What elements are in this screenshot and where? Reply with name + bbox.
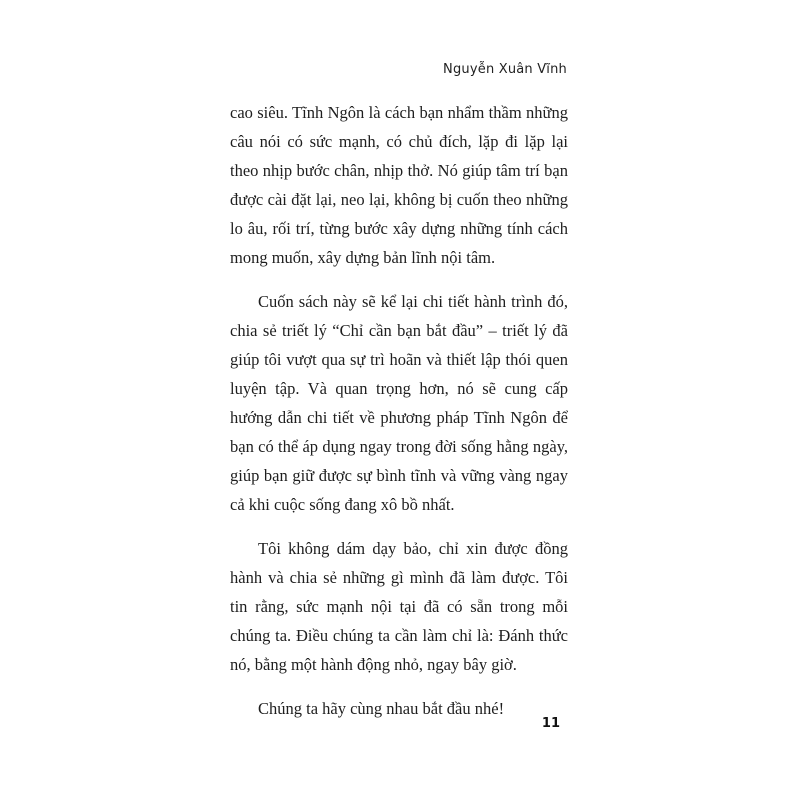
body-text <box>230 98 568 738</box>
paragraph-2: Cuốn sách này sẽ kể lại chi tiết hành trình đó, chia sẻ triết lý “Chỉ cần bạn bắt đầu” – triết lý đã giúp tôi vượt qua sự trì hoãn và thiết lập thói quen luyện tập. Và quan trọng hơn, nó sẽ cung cấp hướng dẫn chi tiết về phương pháp Tĩnh Ngôn để bạn có thể áp dụng ngay trong đời sống hằng ngày, giúp bạn giữ được sự bình tĩnh và vững vàng ngay cả khi cuộc sống đang xô bồ nhất. <box>230 292 568 514</box>
paragraph-3: Tôi không dám dạy bảo, chỉ xin được đồng hành và chia sẻ những gì mình đã làm được. Tôi tin rằng, sức mạnh nội tại đã có sẵn trong mỗi chúng ta. Điều chúng ta cần làm chỉ là: Đánh thức nó, bằng một hành động nhỏ, ngay bây giờ. <box>230 539 568 674</box>
running-header-author: Nguyễn Xuân Vĩnh <box>443 62 567 77</box>
paragraph-1: cao siêu. Tĩnh Ngôn là cách bạn nhẩm thầm những câu nói có sức mạnh, có chủ đích, lặp đi lặp lại theo nhịp bước chân, nhịp thở. Nó giúp tâm trí bạn được cài đặt lại, neo lại, không bị cuốn theo những lo âu, rối trí, từng bước xây dựng những tính cách mong muốn, xây dựng bản lĩnh nội tâm. <box>230 103 568 267</box>
paragraph-4: Chúng ta hãy cùng nhau bắt đầu nhé! <box>258 699 505 718</box>
page-number: 11 <box>541 716 560 731</box>
